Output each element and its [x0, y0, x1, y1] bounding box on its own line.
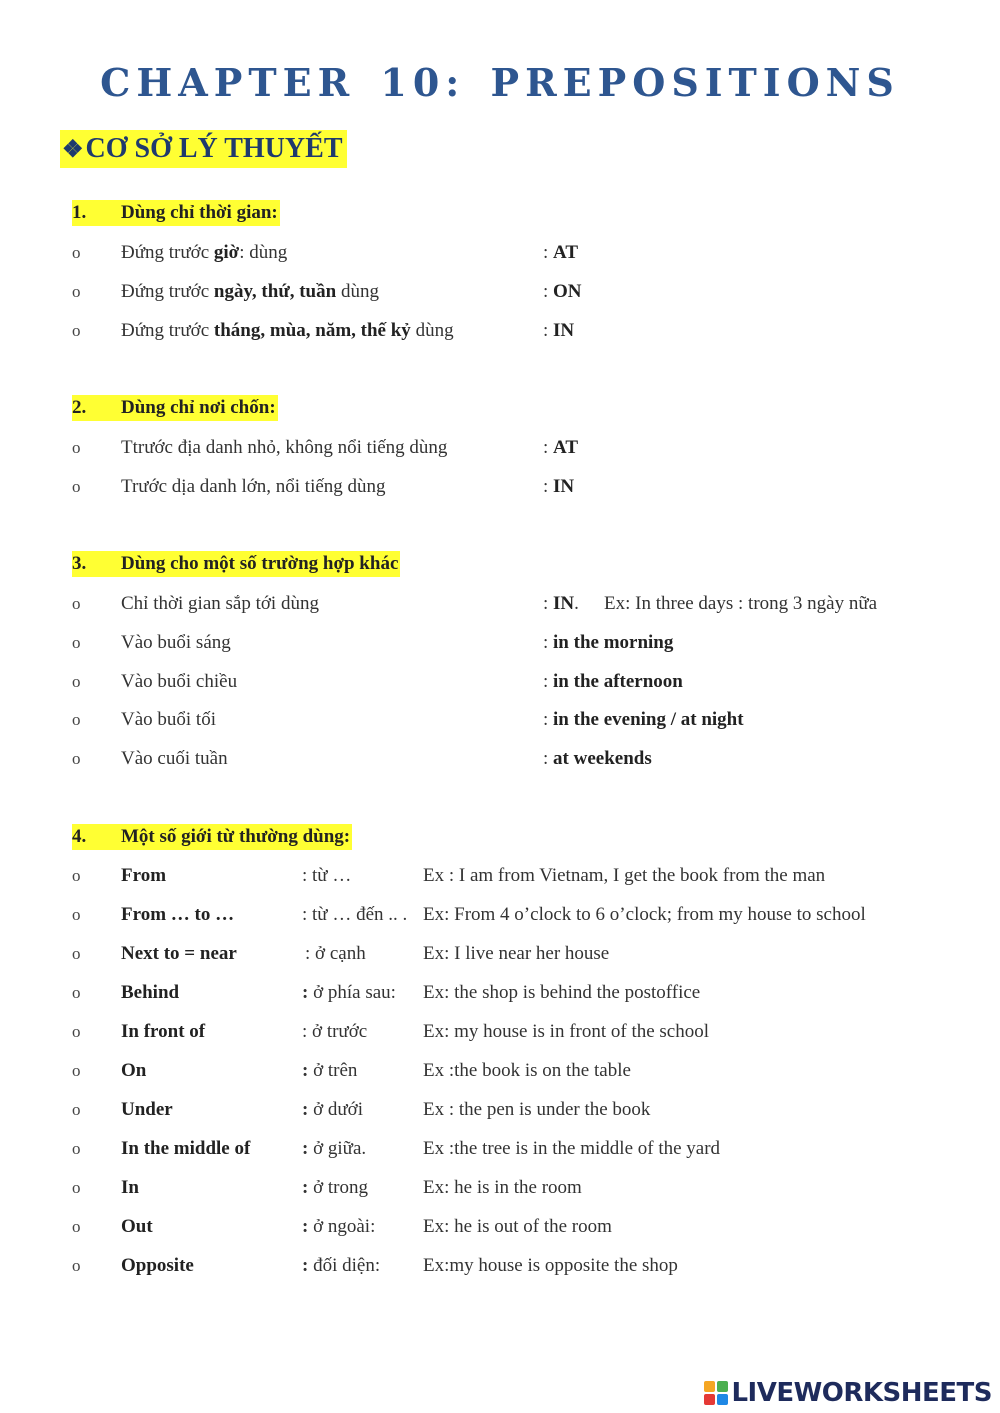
preposition-meaning: : ở ngoài:	[302, 1216, 376, 1237]
list-item	[0, 745, 1000, 773]
rule-value: : at weekends	[543, 748, 652, 769]
preposition-term: In the middle of	[121, 1138, 251, 1159]
main-heading	[60, 130, 347, 168]
rule-value: : IN.	[543, 593, 579, 614]
list-item	[0, 629, 1000, 657]
circle-bullet-icon: o	[72, 710, 81, 729]
preposition-example: Ex: my house is in front of the school	[423, 1021, 710, 1042]
list-item	[0, 940, 1000, 968]
rule-label: Ttrước địa danh nhỏ, không nổi tiếng dùng	[121, 437, 448, 458]
rule-value: : in the morning	[543, 632, 674, 653]
preposition-meaning: : từ …	[302, 865, 352, 886]
preposition-meaning: : ở cạnh	[305, 943, 366, 964]
list-item	[0, 706, 1000, 734]
preposition-example: Ex :the book is on the table	[423, 1060, 631, 1081]
list-item	[0, 278, 1000, 306]
rule-value: : AT	[543, 437, 579, 458]
rule-label: Vào buổi chiều	[121, 671, 238, 692]
section-title: Một số giới từ thường dùng:	[121, 826, 351, 847]
logo-square	[717, 1381, 728, 1392]
preposition-example: Ex : I am from Vietnam, I get the book from the man	[423, 865, 826, 886]
rule-label: Trước dịa danh lớn, nổi tiếng dùng	[121, 476, 386, 497]
circle-bullet-icon: o	[72, 866, 81, 885]
section-heading-3	[72, 551, 400, 577]
circle-bullet-icon: o	[72, 944, 81, 963]
circle-bullet-icon: o	[72, 1178, 81, 1197]
list-item	[0, 1018, 1000, 1046]
section-title: Dùng chỉ nơi chốn:	[121, 397, 276, 418]
preposition-term: In	[121, 1177, 139, 1198]
section-heading-4	[72, 824, 352, 850]
list-item	[0, 1174, 1000, 1202]
rule-value: : IN	[543, 320, 575, 341]
preposition-example: Ex :the tree is in the middle of the yard	[423, 1138, 721, 1159]
list-item	[0, 1213, 1000, 1241]
preposition-meaning: : đối diện:	[302, 1255, 381, 1276]
circle-bullet-icon: o	[72, 438, 81, 457]
liveworksheets-logo	[704, 1378, 992, 1408]
list-item	[0, 434, 1000, 462]
preposition-example: Ex : the pen is under the book	[423, 1099, 651, 1120]
rule-label: Chỉ thời gian sắp tới dùng	[121, 593, 319, 614]
preposition-term: On	[121, 1060, 147, 1081]
main-heading-text: CƠ SỞ LÝ THUYẾT	[85, 133, 343, 164]
preposition-example: Ex: From 4 o’clock to 6 o’clock; from my house to school	[423, 904, 866, 925]
circle-bullet-icon: o	[72, 321, 81, 340]
preposition-meaning: : từ … đến .. .	[302, 904, 408, 925]
list-item	[0, 862, 1000, 890]
circle-bullet-icon: o	[72, 594, 81, 613]
preposition-meaning: : ở giữa.	[302, 1138, 367, 1159]
list-item	[0, 317, 1000, 345]
list-item	[0, 473, 1000, 501]
preposition-term: Opposite	[121, 1255, 194, 1276]
rule-label: Đứng trước giờ: dùng	[121, 242, 288, 263]
circle-bullet-icon: o	[72, 1061, 81, 1080]
preposition-term: From … to …	[121, 904, 235, 925]
list-item	[0, 901, 1000, 929]
circle-bullet-icon: o	[72, 282, 81, 301]
rule-value: : in the afternoon	[543, 671, 683, 692]
circle-bullet-icon: o	[72, 1217, 81, 1236]
preposition-example: Ex:my house is opposite the shop	[423, 1255, 678, 1276]
section-heading-2	[72, 395, 278, 421]
page-title: CHAPTER 10: PREPOSITIONS	[100, 60, 900, 105]
preposition-term: Next to = near	[121, 943, 237, 964]
preposition-meaning: : ở phía sau:	[302, 982, 396, 1003]
circle-bullet-icon: o	[72, 1256, 81, 1275]
section-title: Dùng chỉ thời gian:	[121, 202, 278, 223]
logo-text: LIVEWORKSHEETS	[731, 1378, 992, 1408]
circle-bullet-icon: o	[72, 1022, 81, 1041]
section-number: 3.	[72, 553, 87, 574]
circle-bullet-icon: o	[72, 1100, 81, 1119]
rule-value: : AT	[543, 242, 579, 263]
rule-label: Đứng trước tháng, mùa, năm, thế kỷ dùng	[121, 320, 454, 341]
section-number: 1.	[72, 202, 87, 223]
preposition-meaning: : ở trước	[302, 1021, 368, 1042]
list-item	[0, 590, 1000, 618]
rule-label: Vào buổi tối	[121, 709, 216, 730]
circle-bullet-icon: o	[72, 983, 81, 1002]
preposition-meaning: : ở trong	[302, 1177, 368, 1198]
preposition-term: Behind	[121, 982, 180, 1003]
preposition-meaning: : ở trên	[302, 1060, 358, 1081]
logo-square	[704, 1394, 715, 1405]
rule-value: : in the evening / at night	[543, 709, 744, 730]
rule-value: : ON	[543, 281, 582, 302]
preposition-example: Ex: I live near her house	[423, 943, 610, 964]
circle-bullet-icon: o	[72, 633, 81, 652]
preposition-term: From	[121, 865, 167, 886]
preposition-term: In front of	[121, 1021, 206, 1042]
preposition-example: Ex: the shop is behind the postoffice	[423, 982, 701, 1003]
circle-bullet-icon: o	[72, 749, 81, 768]
list-item	[0, 979, 1000, 1007]
logo-square	[704, 1381, 715, 1392]
circle-bullet-icon: o	[72, 477, 81, 496]
circle-bullet-icon: o	[72, 243, 81, 262]
rule-label: Vào cuối tuần	[121, 748, 228, 769]
diamond-bullet-icon: ❖	[62, 137, 84, 163]
list-item	[0, 1096, 1000, 1124]
list-item	[0, 1135, 1000, 1163]
circle-bullet-icon: o	[72, 672, 81, 691]
circle-bullet-icon: o	[72, 1139, 81, 1158]
preposition-term: Under	[121, 1099, 173, 1120]
preposition-example: Ex: he is in the room	[423, 1177, 582, 1198]
rule-label: Đứng trước ngày, thứ, tuần dùng	[121, 281, 379, 302]
section-title: Dùng cho một số trường hợp khác	[121, 553, 399, 574]
preposition-term: Out	[121, 1216, 153, 1237]
rule-value: : IN	[543, 476, 575, 497]
section-heading-1	[72, 200, 280, 226]
section-number: 2.	[72, 397, 87, 418]
rule-label: Vào buổi sáng	[121, 632, 231, 653]
rule-example: Ex: In three days : trong 3 ngày nữa	[604, 593, 878, 614]
preposition-example: Ex: he is out of the room	[423, 1216, 612, 1237]
list-item	[0, 668, 1000, 696]
logo-mark-icon	[704, 1381, 728, 1405]
logo-square	[717, 1394, 728, 1405]
list-item	[0, 1252, 1000, 1280]
section-number: 4.	[72, 826, 87, 847]
list-item	[0, 239, 1000, 267]
list-item	[0, 1057, 1000, 1085]
preposition-meaning: : ở dưới	[302, 1099, 363, 1120]
circle-bullet-icon: o	[72, 905, 81, 924]
